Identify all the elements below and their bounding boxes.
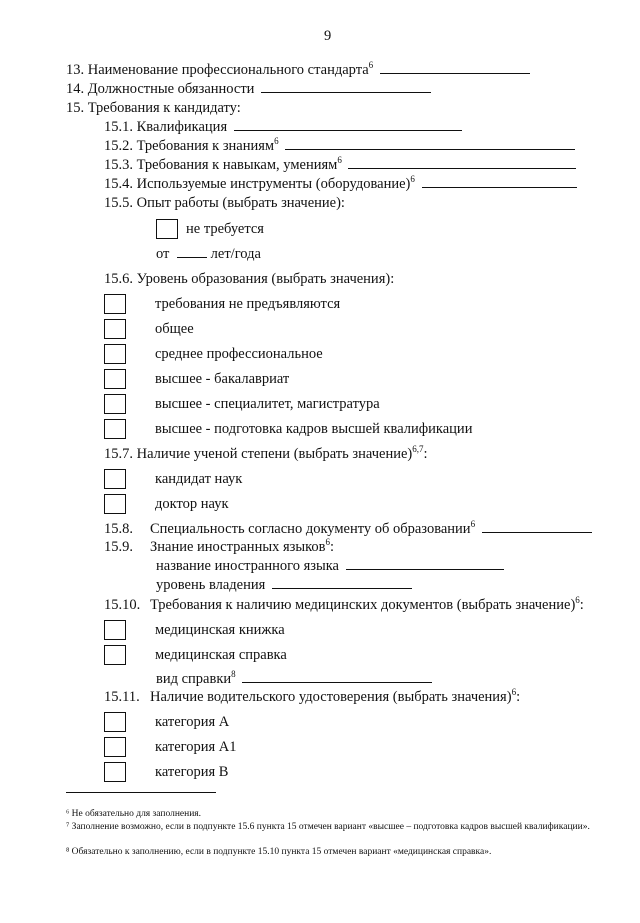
s15-2-field[interactable] [285, 148, 575, 150]
footnote-8: ⁸ Обязательно к заполнению, если в подпункте 15.10 пункта 15 отмечен вариант «медицинская справка». [66, 847, 492, 857]
s15-7-row [104, 446, 428, 463]
s15-10-cert-type-row [156, 671, 432, 688]
s15-9-number: 15.9. [104, 539, 133, 555]
item-14-field[interactable] [261, 91, 431, 93]
s15-8-row [150, 521, 592, 538]
s15-5-not-required-checkbox[interactable] [156, 219, 178, 239]
s15-9-lang-level-row [156, 577, 412, 594]
s15-2-footnote-ref: 6 [274, 136, 279, 147]
s15-6-label: 15.6. Уровень образования (выбрать значения): [104, 271, 395, 287]
s15-3-row [104, 157, 576, 174]
education-option-label: высшее - бакалавриат [155, 371, 290, 387]
s15-7-footnote-ref: 6,7 [412, 444, 424, 455]
s15-1-row [104, 119, 462, 136]
education-option-label: высшее - специалитет, магистратура [155, 396, 380, 412]
s15-10-cert-footnote-ref: 8 [231, 669, 236, 680]
s15-7-colon: : [423, 446, 428, 462]
s15-7-label: 15.7. Наличие ученой степени (выбрать значение) [104, 446, 413, 462]
education-option-label: требования не предъявляются [155, 296, 341, 312]
item-13-field[interactable] [380, 72, 530, 74]
item-15-label: 15. Требования к кандидату: [66, 100, 241, 116]
s15-9-footnote-ref: 6 [325, 537, 330, 548]
item-13-row [66, 62, 530, 79]
education-option-checkbox[interactable] [104, 294, 126, 314]
item-13-footnote-ref: 6 [368, 60, 374, 71]
s15-11-number: 15.11. [104, 689, 140, 705]
s15-9-colon: : [330, 539, 335, 555]
s15-5-from-row [156, 246, 261, 263]
s15-8-text: Специальность согласно документу об образовании [150, 521, 471, 537]
s15-11-row [150, 689, 520, 706]
s15-1-label: 15.1. Квалификация [104, 119, 228, 135]
s15-10-cert-type-label: вид справки [156, 671, 232, 687]
s15-4-row [104, 176, 577, 193]
medical-doc-option-label: медицинская книжка [155, 622, 285, 638]
item-14-row [66, 81, 431, 98]
s15-10-cert-type-field[interactable] [242, 681, 432, 683]
education-option-checkbox[interactable] [104, 369, 126, 389]
s15-2-label: 15.2. Требования к знаниям [104, 138, 275, 154]
footnote-separator [66, 792, 216, 793]
s15-4-field[interactable] [422, 186, 577, 188]
s15-5-years-field[interactable] [177, 256, 207, 258]
s15-3-label: 15.3. Требования к навыкам, умениям [104, 157, 338, 173]
degree-option-checkbox[interactable] [104, 494, 126, 514]
education-option-label: общее [155, 321, 194, 337]
s15-10-number: 15.10. [104, 597, 141, 613]
item-14-label: 14. Должностные обязанности [66, 81, 255, 97]
s15-9-lang-level-label: уровень владения [156, 577, 266, 593]
s15-9-lang-name-field[interactable] [346, 568, 504, 570]
s15-10-colon: : [579, 597, 584, 613]
s15-11-colon: : [516, 689, 521, 705]
degree-option-checkbox[interactable] [104, 469, 126, 489]
license-category-option-checkbox[interactable] [104, 762, 126, 782]
s15-4-footnote-ref: 6 [410, 174, 415, 185]
s15-8-number: 15.8. [104, 521, 133, 537]
footnote-6: ⁶ Не обязательно для заполнения. [66, 809, 202, 819]
s15-10-text: Требования к наличию медицинских документов (выбрать значение) [150, 597, 576, 613]
license-category-option-checkbox[interactable] [104, 737, 126, 757]
education-option-label: высшее - подготовка кадров высшей квалификации [155, 421, 473, 437]
s15-5-not-required-label: не требуется [186, 221, 264, 237]
education-option-checkbox[interactable] [104, 394, 126, 414]
s15-4-label: 15.4. Используемые инструменты (оборудование) [104, 176, 411, 192]
s15-3-footnote-ref: 6 [337, 155, 342, 166]
degree-option-label: доктор наук [155, 496, 229, 512]
license-category-option-label: категория В [155, 764, 229, 780]
s15-10-footnote-ref: 6 [575, 595, 580, 606]
education-option-checkbox[interactable] [104, 319, 126, 339]
s15-3-field[interactable] [348, 167, 576, 169]
s15-5-label: 15.5. Опыт работы (выбрать значение): [104, 195, 345, 211]
education-option-label: среднее профессиональное [155, 346, 323, 362]
s15-8-field[interactable] [482, 531, 592, 533]
s15-9-lang-name-row [156, 558, 504, 575]
s15-5-from-prefix: от [156, 246, 170, 262]
education-option-checkbox[interactable] [104, 419, 126, 439]
s15-9-lang-level-field[interactable] [272, 587, 412, 589]
s15-8-footnote-ref: 6 [470, 519, 476, 530]
license-category-option-label: категория А1 [155, 739, 237, 755]
medical-doc-option-checkbox[interactable] [104, 620, 126, 640]
education-option-checkbox[interactable] [104, 344, 126, 364]
license-category-option-checkbox[interactable] [104, 712, 126, 732]
s15-1-field[interactable] [234, 129, 462, 131]
s15-9-text: Знание иностранных языков [150, 539, 326, 555]
s15-10-row [150, 597, 584, 614]
s15-5-years-suffix: лет/года [210, 246, 261, 262]
s15-9-row [150, 539, 334, 556]
medical-doc-option-checkbox[interactable] [104, 645, 126, 665]
s15-9-lang-name-label: название иностранного языка [156, 558, 339, 574]
medical-doc-option-label: медицинская справка [155, 647, 287, 663]
footnote-7: ⁷ Заполнение возможно, если в подпункте 15.6 пункта 15 отмечен вариант «высшее – подготовка кадров высшей квалификации». [66, 822, 590, 832]
s15-11-footnote-ref: 6 [511, 687, 517, 698]
degree-option-label: кандидат наук [155, 471, 243, 487]
license-category-option-label: категория А [155, 714, 230, 730]
s15-2-row [104, 138, 575, 155]
page-number: 9 [324, 28, 332, 44]
item-13-label: 13. Наименование профессионального стандарта [66, 62, 369, 78]
s15-11-text: Наличие водительского удостоверения (выбрать значения) [150, 689, 512, 705]
